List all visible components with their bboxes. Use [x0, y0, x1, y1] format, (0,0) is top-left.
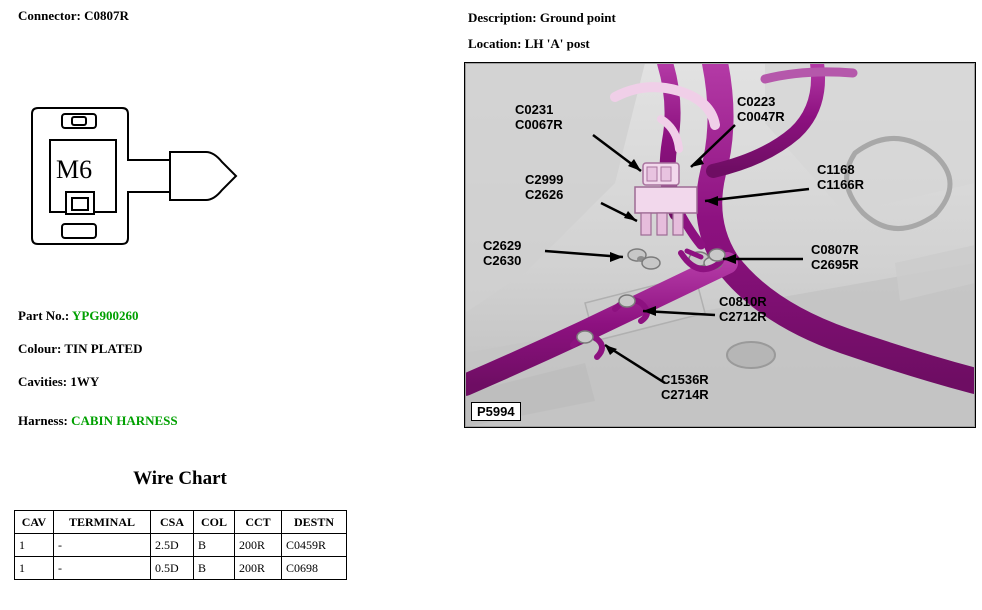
- callout-line: C1166R: [817, 176, 864, 192]
- spec-part-no: [18, 308, 139, 324]
- cell-csa: 2.5D: [151, 534, 194, 557]
- connector-drawing: [10, 100, 290, 260]
- cell-destn: C0698: [282, 557, 347, 580]
- table-header-row: [15, 511, 347, 534]
- callout-c1168-c1166r: [817, 163, 864, 193]
- callout-c0807r-c2695r: [811, 243, 859, 273]
- column-header-destn: DESTN: [282, 511, 347, 534]
- spec-colour-value: TIN PLATED: [64, 341, 143, 356]
- table-row: [15, 534, 347, 557]
- spec-colour-label: Colour:: [18, 341, 62, 356]
- cell-destn: C0459R: [282, 534, 347, 557]
- callout-c2629-c2630: [483, 239, 521, 269]
- callout-line: C1168: [817, 162, 855, 177]
- cell-cct: 200R: [235, 534, 282, 557]
- spec-part-value: YPG900260: [72, 308, 139, 323]
- callout-line: C2630: [483, 252, 522, 268]
- wire-chart-title: Wire Chart: [133, 468, 227, 489]
- callout-line: C2626: [525, 186, 564, 202]
- spec-part-label: Part No.:: [18, 308, 70, 323]
- callout-c0223-c0047r: [737, 95, 785, 125]
- column-header-cav: CAV: [15, 511, 54, 534]
- callout-line: C2714R: [661, 386, 709, 402]
- spec-cavities-label: Cavities:: [18, 374, 68, 389]
- spec-harness-label: Harness:: [18, 413, 68, 428]
- connector-cavity-label: M6: [56, 155, 93, 184]
- callout-line: C0807R: [811, 242, 859, 257]
- wire-chart-table: [14, 510, 347, 580]
- cell-col: B: [194, 534, 235, 557]
- callout-line: C0810R: [719, 294, 767, 309]
- callout-line: C2999: [525, 172, 564, 187]
- callout-line: C2629: [483, 238, 522, 253]
- cell-terminal: -: [54, 534, 151, 557]
- cell-csa: 0.5D: [151, 557, 194, 580]
- location-line: Location: LH 'A' post: [468, 36, 590, 51]
- column-header-terminal: TERMINAL: [54, 511, 151, 534]
- callout-line: C0067R: [515, 116, 563, 132]
- spec-harness-value: CABIN HARNESS: [71, 413, 178, 428]
- spec-harness: [18, 413, 178, 429]
- spec-colour: [18, 341, 143, 357]
- description-line: Description: Ground point: [468, 10, 616, 25]
- cell-cct: 200R: [235, 557, 282, 580]
- cell-col: B: [194, 557, 235, 580]
- callout-line: C1536R: [661, 372, 709, 387]
- column-header-col: COL: [194, 511, 235, 534]
- spec-cavities: [18, 374, 99, 390]
- cell-terminal: -: [54, 557, 151, 580]
- column-header-csa: CSA: [151, 511, 194, 534]
- callout-line: C0231: [515, 102, 554, 117]
- cell-cav: 1: [15, 534, 54, 557]
- callout-c2999-c2626: [525, 173, 563, 203]
- cell-cav: 1: [15, 557, 54, 580]
- callout-c0231-c0067r: [515, 103, 563, 133]
- callout-c1536r-c2714r: [661, 373, 709, 403]
- callout-line: C2712R: [719, 308, 767, 324]
- spec-cavities-value: 1WY: [70, 374, 100, 389]
- vehicle-photo-panel: [464, 62, 976, 428]
- callout-c0810r-c2712r: [719, 295, 767, 325]
- table-row: [15, 557, 347, 580]
- callout-line: C2695R: [811, 256, 859, 272]
- photo-id-badge: P5994: [471, 402, 521, 421]
- connector-heading: Connector: C0807R: [18, 8, 129, 23]
- callout-line: C0223: [737, 94, 776, 109]
- callout-line: C0047R: [737, 108, 785, 124]
- column-header-cct: CCT: [235, 511, 282, 534]
